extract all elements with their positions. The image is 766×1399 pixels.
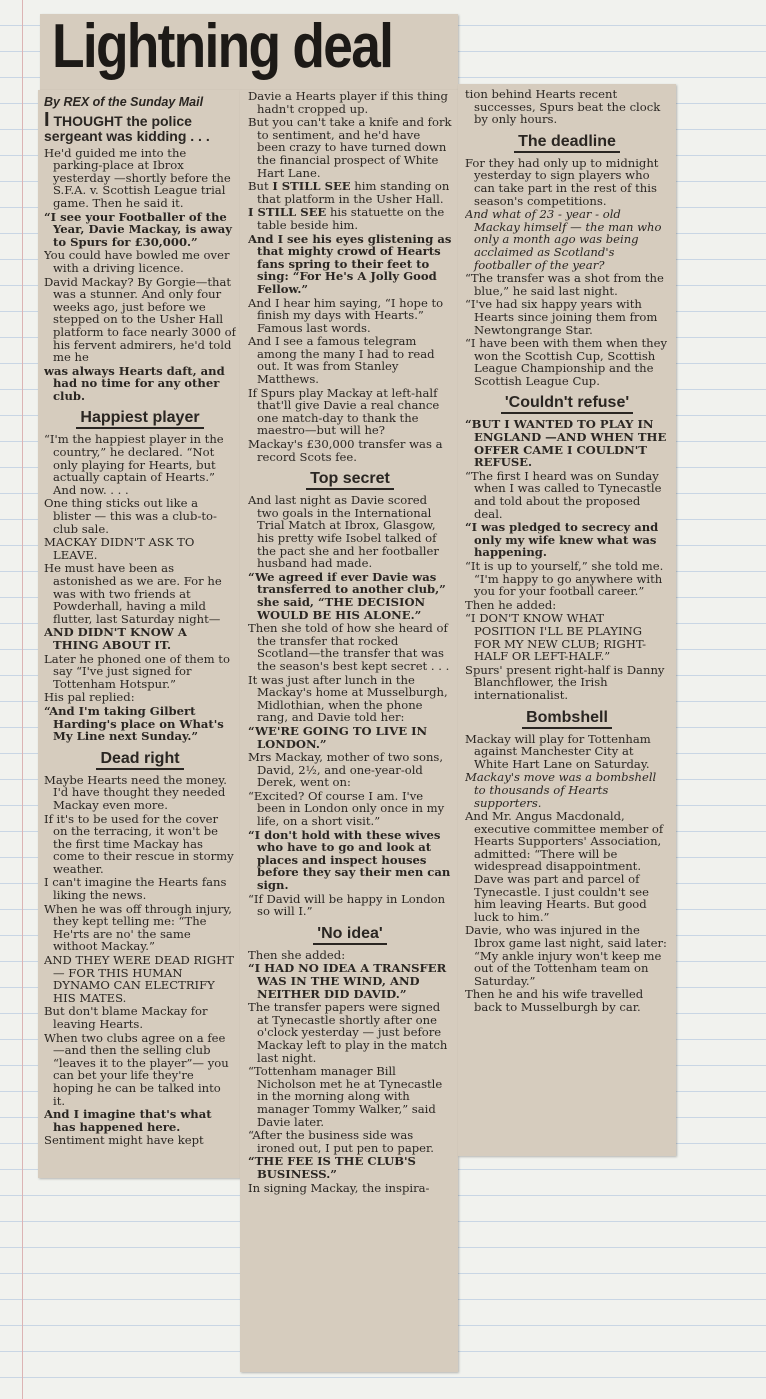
- subhead-couldnt-refuse: [465, 394, 669, 412]
- paragraph: And I hear him saying, “I hope to finish my days with Hearts.” Famous last words.: [248, 295, 444, 335]
- paragraph: He must have been as astonished as we are. For he was with two friends at Powderhall, having a mild flutter, last Saturday night—: [44, 561, 222, 626]
- paragraph: If Spurs play Mackay at left-half that'll give Davie a real chance one match-day to thank the maestro—but will he?: [248, 385, 440, 438]
- paragraph: His pal replied:: [44, 690, 135, 705]
- paragraph: When two clubs agree on a fee —and then the selling club “leaves it to the player”— you can bet your life they're hoping he can be talked into it.: [44, 1030, 229, 1108]
- paragraph: Then he and his wife travelled back to Musselburgh by car.: [465, 987, 644, 1014]
- paragraph: And Mr. Angus Macdonald, executive committee member of Hearts Supporters' Association, admitted: “There will be widespread disappointment. Dave was part and parcel of Tynecastle. I just couldn't see him leaving Hearts. But good luck to him.”: [465, 809, 664, 924]
- article-column-1: [44, 96, 236, 1174]
- paragraph: He'd guided me into the parking-place at Ibrox yesterday —shortly before the S.F.A. v. Scottish League trial game. Then he said it.: [44, 145, 231, 210]
- drop-cap: I: [44, 108, 50, 131]
- quote-bold: “I don't hold with these wives who have to go and look at places and inspect houses before they say their men can sign.: [248, 827, 451, 893]
- paragraph: “I have been with them when they won the Scottish Cup, Scottish League Championship and the Scottish League Cup.: [465, 336, 668, 388]
- emphasis-bold: was always Hearts daft, and had no time for any other club.: [44, 363, 225, 403]
- paragraph: David Mackay? By Gorgie—that was a stunner. And only four weeks ago, just before we stepped on to the Usher Hall platform to face nearly 3000 of his fervent admirers, he'd told me he: [44, 274, 236, 365]
- paragraph: And I see a famous telegram among the many I had to read out. It was from Stanley Matthews.: [248, 334, 435, 387]
- paragraph: But don't blame Mackay for leaving Hearts.: [44, 1004, 208, 1031]
- subhead-dead-right: [44, 750, 236, 768]
- quote-bold: “I see your Footballer of the Year, Davie Mackay, is away to Spurs for £30,000.”: [44, 209, 232, 249]
- article-column-2: [248, 90, 452, 1368]
- paragraph: In signing Mackay, the inspira-: [248, 1180, 430, 1195]
- paragraph: Then she added:: [248, 947, 346, 962]
- paragraph: Mrs Mackay, mother of two sons, David, 2½, and one-year-old Derek, went on:: [248, 750, 444, 790]
- paragraph: Spurs' present right-half is Danny Blanchflower, the Irish internationalist.: [465, 662, 665, 702]
- paragraph: “It is up to yourself,” she told me. “I'm happy to go anywhere with you for your football career.”: [465, 559, 664, 599]
- paragraph: Davie a Hearts player if this thing hadn't cropped up.: [248, 90, 448, 116]
- quote-bold: “I HAD NO IDEA A TRANSFER WAS IN THE WIND, AND NEITHER DID DAVID.”: [248, 961, 447, 1001]
- paragraph: Mackay's £30,000 transfer was a record Scots fee.: [248, 437, 443, 464]
- paragraph: Then she told of how she heard of the transfer that rocked Scotland—the transfer that was the season's best kept secret . . .: [248, 621, 450, 673]
- subhead-no-idea: [248, 925, 452, 943]
- article-column-3: [465, 88, 669, 1152]
- paragraph: The transfer papers were signed at Tynecastle shortly after one o'clock yesterday — just before Mackay left to play in the match last night.: [248, 1000, 448, 1065]
- paragraph: “If David will be happy in London so will I.”: [248, 891, 446, 919]
- paragraph: Mackay will play for Tottenham against Manchester City at White Hart Lane on Saturday.: [465, 731, 651, 771]
- subhead-bombshell: [465, 709, 669, 727]
- text: him standing on that platform in the Usher Hall.: [257, 179, 450, 206]
- paragraph: Sentiment might have kept: [44, 1133, 204, 1148]
- subhead-text: Happiest player: [76, 409, 203, 429]
- paragraph: But you can't take a knife and fork to sentiment, and he'd have been crazy to have turned down the financial prospect of White Hart Lane.: [248, 115, 452, 180]
- quote-bold: “BUT I WANTED TO PLAY IN ENGLAND —AND WHEN THE OFFER CAME I COULDN'T REFUSE.: [465, 417, 667, 470]
- paragraph: When he was off through injury, they kept telling me: “The He'rts are no' the same withoot Mackay.”: [44, 901, 232, 954]
- paragraph: If it's to be used for the cover on the terracing, it won't be the first time Mackay has come to their rescue in stormy weather.: [44, 811, 234, 876]
- subhead-text: 'No idea': [313, 925, 386, 945]
- paragraph: “Tottenham manager Bill Nicholson met he at Tynecastle in the morning along with manager Tommy Walker,” said Davie later.: [248, 1064, 443, 1129]
- paragraph: “After the business side was ironed out, I put pen to paper.: [248, 1128, 434, 1155]
- subhead-text: 'Couldn't refuse': [501, 394, 633, 414]
- quote-bold: “WE'RE GOING TO LIVE IN LONDON.”: [248, 723, 428, 751]
- paragraph: And last night as Davie scored two goals in the International Trial Match at Ibrox, Glasgow, his pretty wife Isobel talked of the pact she and her footballer husband had made.: [248, 493, 439, 571]
- text-bold: I STILL SEE: [272, 179, 351, 194]
- paragraph: [248, 206, 452, 231]
- text: his statuette on the table beside him.: [257, 205, 445, 232]
- paragraph: “The transfer was a shot from the blue,” he said last night.: [465, 271, 664, 298]
- paragraph: Later he phoned one of them to say “I've just signed for Tottenham Hotspur.”: [44, 651, 230, 691]
- emphasis-bold: And I imagine that's what has happened here.: [44, 1107, 212, 1134]
- italic-text: And what of 23 - year - old Mackay himself — the man who only a month ago was being acclaimed as Scotland's footballer of the year?: [465, 207, 662, 272]
- caps-bold: AND DIDN'T KNOW A THING ABOUT IT.: [44, 625, 187, 652]
- subhead-text: Bombshell: [522, 709, 612, 729]
- paragraph: “The first I heard was on Sunday when I was called to Tynecastle and told about the proposed deal.: [465, 468, 662, 521]
- caps-line: MACKAY DIDN'T ASK TO LEAVE.: [44, 535, 195, 562]
- paragraph: Then he added:: [465, 597, 557, 612]
- paragraph: Maybe Hearts need the money. I'd have thought they needed Mackay even more.: [44, 772, 227, 812]
- paragraph: “Excited? Of course I am. I've been in London only once in my life, on a short visit.”: [248, 788, 445, 829]
- text-bold: I STILL SEE: [248, 205, 327, 220]
- paragraph: One thing sticks out like a blister — this was a club-to-club sale.: [44, 496, 217, 536]
- headline: Lightning deal: [52, 12, 393, 81]
- lede: [44, 108, 236, 144]
- text: But: [248, 179, 273, 194]
- lede-text: THOUGHT the police sergeant was kidding . . .: [44, 112, 210, 144]
- quote-bold: “THE FEE IS THE CLUB'S BUSINESS.”: [248, 1154, 416, 1181]
- paragraph: You could have bowled me over with a driving licence.: [44, 248, 230, 275]
- subhead-text: Dead right: [96, 750, 183, 770]
- paragraph: Davie, who was injured in the Ibrox game last night, said later: “My ankle injury won't keep me out of the Tottenham team on Saturday.”: [465, 923, 667, 988]
- subhead-top-secret: [248, 470, 452, 488]
- paragraph: [248, 180, 452, 205]
- paragraph: I can't imagine the Hearts fans liking the news.: [44, 875, 227, 903]
- paragraph: “I'm the happiest player in the country,” he declared. “Not only playing for Hearts, but actually captain of Hearts.” And now. . . .: [44, 432, 224, 497]
- quote-bold: “We agreed if ever Davie was transferred to another club,” she said, “THE DECISION WOULD BE HIS ALONE.”: [248, 569, 446, 622]
- emphasis-bold: And I see his eyes glistening as that mighty crowd of Hearts fans spring to their feet to sing: “For He's A Jolly Good Fellow.”: [248, 231, 452, 296]
- paragraph: It was just after lunch in the Mackay's home at Musselburgh, Midlothian, when the phone rang, and Davie told her:: [248, 672, 448, 725]
- byline: By REX of the Sunday Mail: [44, 96, 204, 109]
- subhead-the-deadline: [465, 133, 669, 151]
- paragraph: For they had only up to midnight yesterday to sign players who can take part in the rest of this season's competitions.: [465, 155, 659, 208]
- paragraph: tion behind Hearts recent successes, Spurs beat the clock by only hours.: [465, 88, 661, 127]
- quote-bold: “I was pledged to secrecy and only my wife knew what was happening.: [465, 520, 659, 560]
- caps-line: AND THEY WERE DEAD RIGHT — FOR THIS HUMAN DYNAMO CAN ELECTRIFY HIS MATES.: [44, 953, 234, 1005]
- italic-text: Mackay's move was a bombshell to thousands of Hearts supporters.: [465, 770, 657, 810]
- caps-line: “I DON'T KNOW WHAT POSITION I'LL BE PLAYING FOR MY NEW CLUB; RIGHT-HALF OR LEFT-HALF.”: [465, 611, 647, 664]
- paragraph: “I've had six happy years with Hearts since joining them from Newtongrange Star.: [465, 297, 658, 337]
- subhead-happiest-player: [44, 409, 236, 427]
- subhead-text: Top secret: [306, 470, 394, 490]
- quote-bold: “And I'm taking Gilbert Harding's place on What's My Line next Sunday.”: [44, 703, 224, 744]
- subhead-text: The deadline: [514, 133, 620, 153]
- notebook-margin-line: [22, 0, 23, 1399]
